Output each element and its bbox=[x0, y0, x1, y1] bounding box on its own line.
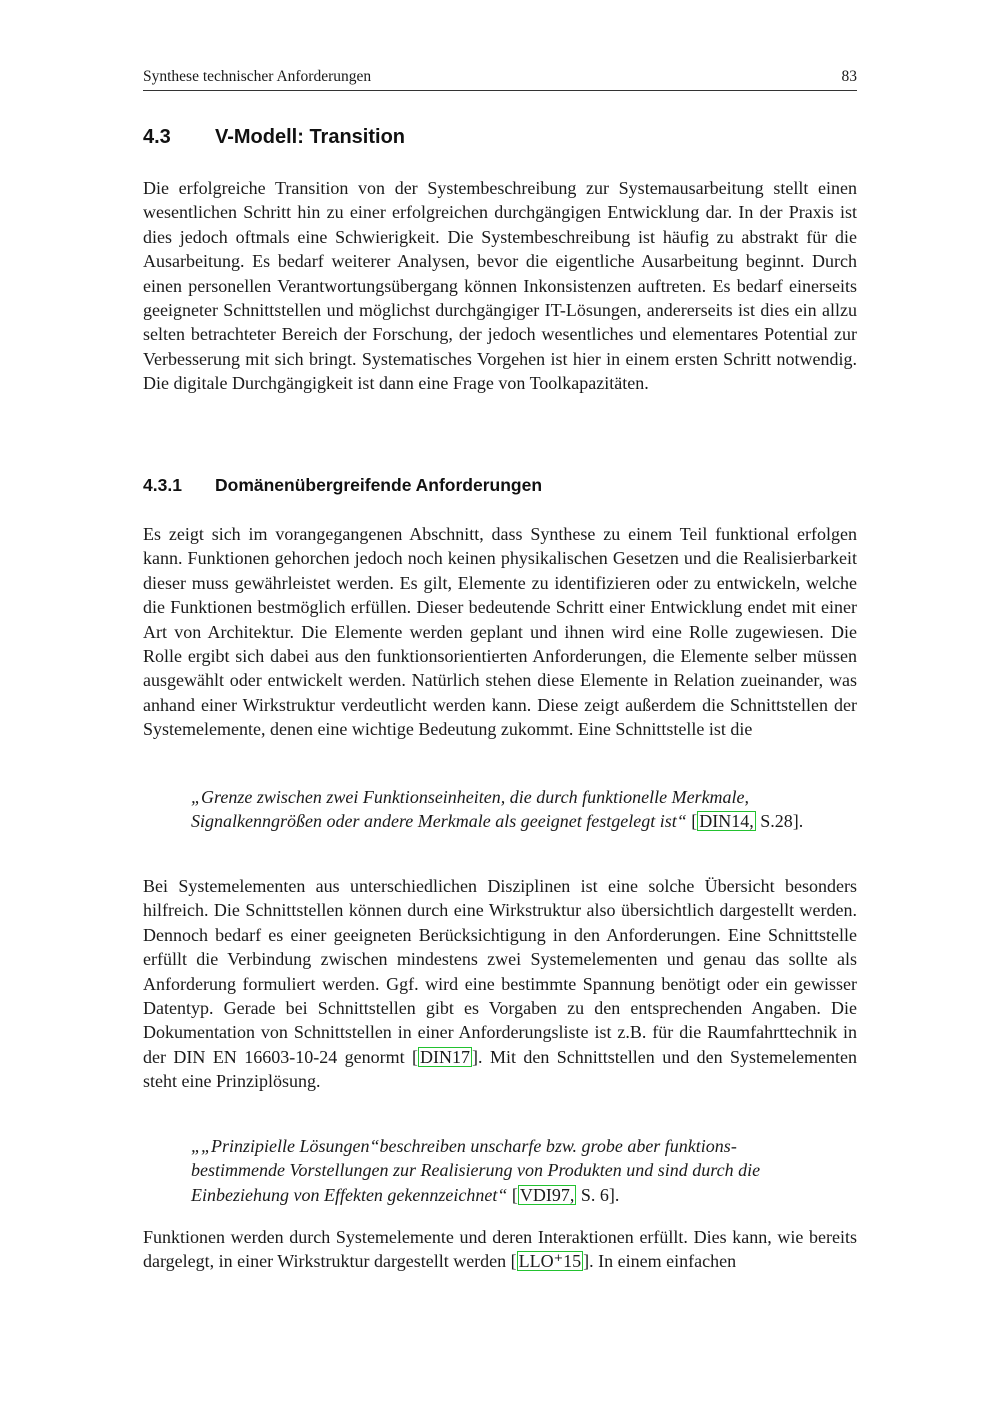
paragraph-3-after: ]. In einem einfachen bbox=[583, 1251, 737, 1272]
subsection-heading bbox=[143, 475, 542, 496]
block-quote-1: „Grenze zwischen zwei Funktionseinheiten, die durch funktionelle Merkmale, Signalkenngrößen oder andere Merkmale als geeignet festgelegt ist“ [ DIN14, S.28]. bbox=[191, 787, 804, 832]
subsection-number: 4.3.1 bbox=[143, 475, 182, 495]
citation-vdi97-link[interactable]: VDI97, bbox=[519, 1184, 575, 1205]
section-number: 4.3 bbox=[143, 126, 171, 148]
page-header bbox=[143, 66, 857, 91]
body-paragraph-1: Es zeigt sich im vorangegangenen Abschnitt, dass Synthese zu einem Teil funktional erfolgen kann. Funktionen gehorchen jedoch noch keinen physikalischen Gesetzen und die Realisierbarkeit dieser muss gewährleistet werden. Es gilt, Elemente zu identifizieren oder zu entwickeln, welche die Funktionen bestmöglich erfüllen. Dieser bedeutende Schritt einer Entwicklung endet mit einer Art von Architektur. Die Elemente werden geplant und ihnen wird eine Rolle zugewiesen. Die Rolle ergibt sich dabei aus den funktionsorientierten Anforderungen, die Elemente selber müssen ausgewählt oder entwickelt werden. Natürlich stehen diese Elemente in Relation zueinander, was anhand einer Wirkstruktur verdeutlicht werden kann. Diese zeigt außerdem die Schnittstellen der Systemelemente, denen eine wichtige Bedeutung zukommt. Eine Schnittstelle ist die bbox=[143, 524, 857, 740]
paragraph-2-after: ]. Mit den Schnittstellen und den Systemelementen steht eine Prinziplösung. bbox=[143, 1046, 857, 1092]
paragraph-2-text: Bei Systemelementen aus unterschiedlichen Disziplinen ist eine solche Übersicht besonders hilfreich. Die Schnittstellen können durch eine Wirkstruktur also übersichtlich dargestellt werden. Dennoch bedarf es einer geeigneten Berücksichtigung in den Anforderungen. Eine Schnittstelle erfüllt die Verbindung zwischen mindestens zwei Systemelementen und genau das sollte als Anforderung formuliert werden. Ggf. wird eine bestimmte Spannung benötigt oder ein gewisser Datentyp. Gerade bei Schnittstellen gibt es Vorgaben zu den entsprechenden Angaben. Die Dokumentation von Schnittstellen in einer Anforderungsliste ist z.B. für die Raumfahrttechnik in der DIN EN 16603-10-24 genormt bbox=[143, 876, 857, 1067]
citation-llo15-link[interactable]: LLO⁺15 bbox=[518, 1251, 582, 1272]
quote-2-cite-suffix: S. 6]. bbox=[580, 1184, 620, 1205]
body-paragraph-3: Funktionen werden durch Systemelemente und deren Interaktionen erfüllt. Dies kann, wie bereits dargelegt, in einer Wirkstruktur dargestellt werden [ LLO⁺15 ]. In einem einfachen bbox=[143, 1227, 857, 1272]
quote-2-text: „„Prinzipielle Lösungen“beschreiben unscharfe bzw. grobe aber funktionsbestimmende Vorstellungen zur Realisierung von Produkten und sind durch die Einbeziehung von Effekten gekennzeichnet“ bbox=[191, 1136, 761, 1205]
page-number: 83 bbox=[841, 68, 857, 85]
section-intro-paragraph: Die erfolgreiche Transition von der Systembeschreibung zur Systemausarbeitung stellt einen wesentlichen Schritt hin zu einer erfolgreichen durchgängigen Entwicklung dar. In der Praxis ist dies jedoch oftmals eine Schwierigkeit. Die Systembeschreibung ist häufig zu abstrakt für die Ausarbeitung. Es bedarf weiterer Analysen, bevor die eigentliche Ausarbeitung beginnt. Durch einen personellen Verantwortungsübergang können Inkonsistenzen auftreten. Es bedarf einerseits geeigneter Schnittstellen und möglichst durchgängiger IT-Lösungen, andererseits ist dies ein allzu selten betrachteter Bereich der Forschung, der jedoch wesentliches und elementares Potential zur Verbesserung mit sich bringt. Systematisches Vorgehen ist hier in einem ersten Schritt notwendig. Die digitale Durchgängigkeit ist dann eine Frage von Toolkapazitäten. bbox=[143, 178, 857, 394]
citation-din14-link[interactable]: DIN14, bbox=[699, 811, 754, 832]
quote-1-cite-suffix: S.28]. bbox=[760, 811, 804, 832]
quote-1-text: „Grenze zwischen zwei Funktionseinheiten, die durch funktionelle Merkmale, Signalkenngrößen oder andere Merkmale als geeignet festgelegt ist“ bbox=[191, 787, 750, 832]
section-heading bbox=[143, 126, 405, 149]
body-paragraph-2: Bei Systemelementen aus unterschiedlichen Disziplinen ist eine solche Übersicht besonders hilfreich. Die Schnittstellen können durch eine Wirkstruktur also übersichtlich dargestellt werden. Dennoch bedarf es einer geeigneten Berücksichtigung in den Anforderungen. Eine Schnittstelle erfüllt die Verbindung zwischen mindestens zwei Systemelementen und genau das sollte als Anforderung formuliert werden. Ggf. wird eine bestimmte Spannung benötigt oder ein gewisser Datentyp. Gerade bei Schnittstellen gibt es Vorgaben zu den entsprechenden Angaben. Die Dokumentation von Schnittstellen in einer Anforderungsliste ist z.B. für die Raumfahrttechnik in der DIN EN 16603-10-24 genormt [ DIN17 ]. Mit den Schnittstellen und den Systemelementen steht eine Prinziplösung. bbox=[143, 876, 857, 1092]
subsection-title: Domänenübergreifende Anforderungen bbox=[215, 475, 543, 495]
running-title: Synthese technischer Anforderungen bbox=[143, 68, 372, 85]
block-quote-2: „„Prinzipielle Lösungen“beschreiben unscharfe bzw. grobe aber funktionsbestimmende Vorstellungen zur Realisierung von Produkten und sind durch die Einbeziehung von Effekten gekennzeichnet“ [ VDI97, S. 6]. bbox=[191, 1136, 761, 1205]
citation-din17-link[interactable]: DIN17 bbox=[420, 1046, 471, 1067]
paragraph-3-text: Funktionen werden durch Systemelemente und deren Interaktionen erfüllt. Dies kann, wie bereits dargelegt, in einer Wirkstruktur dargestellt werden bbox=[143, 1227, 857, 1272]
section-title: V-Modell: Transition bbox=[215, 126, 406, 148]
